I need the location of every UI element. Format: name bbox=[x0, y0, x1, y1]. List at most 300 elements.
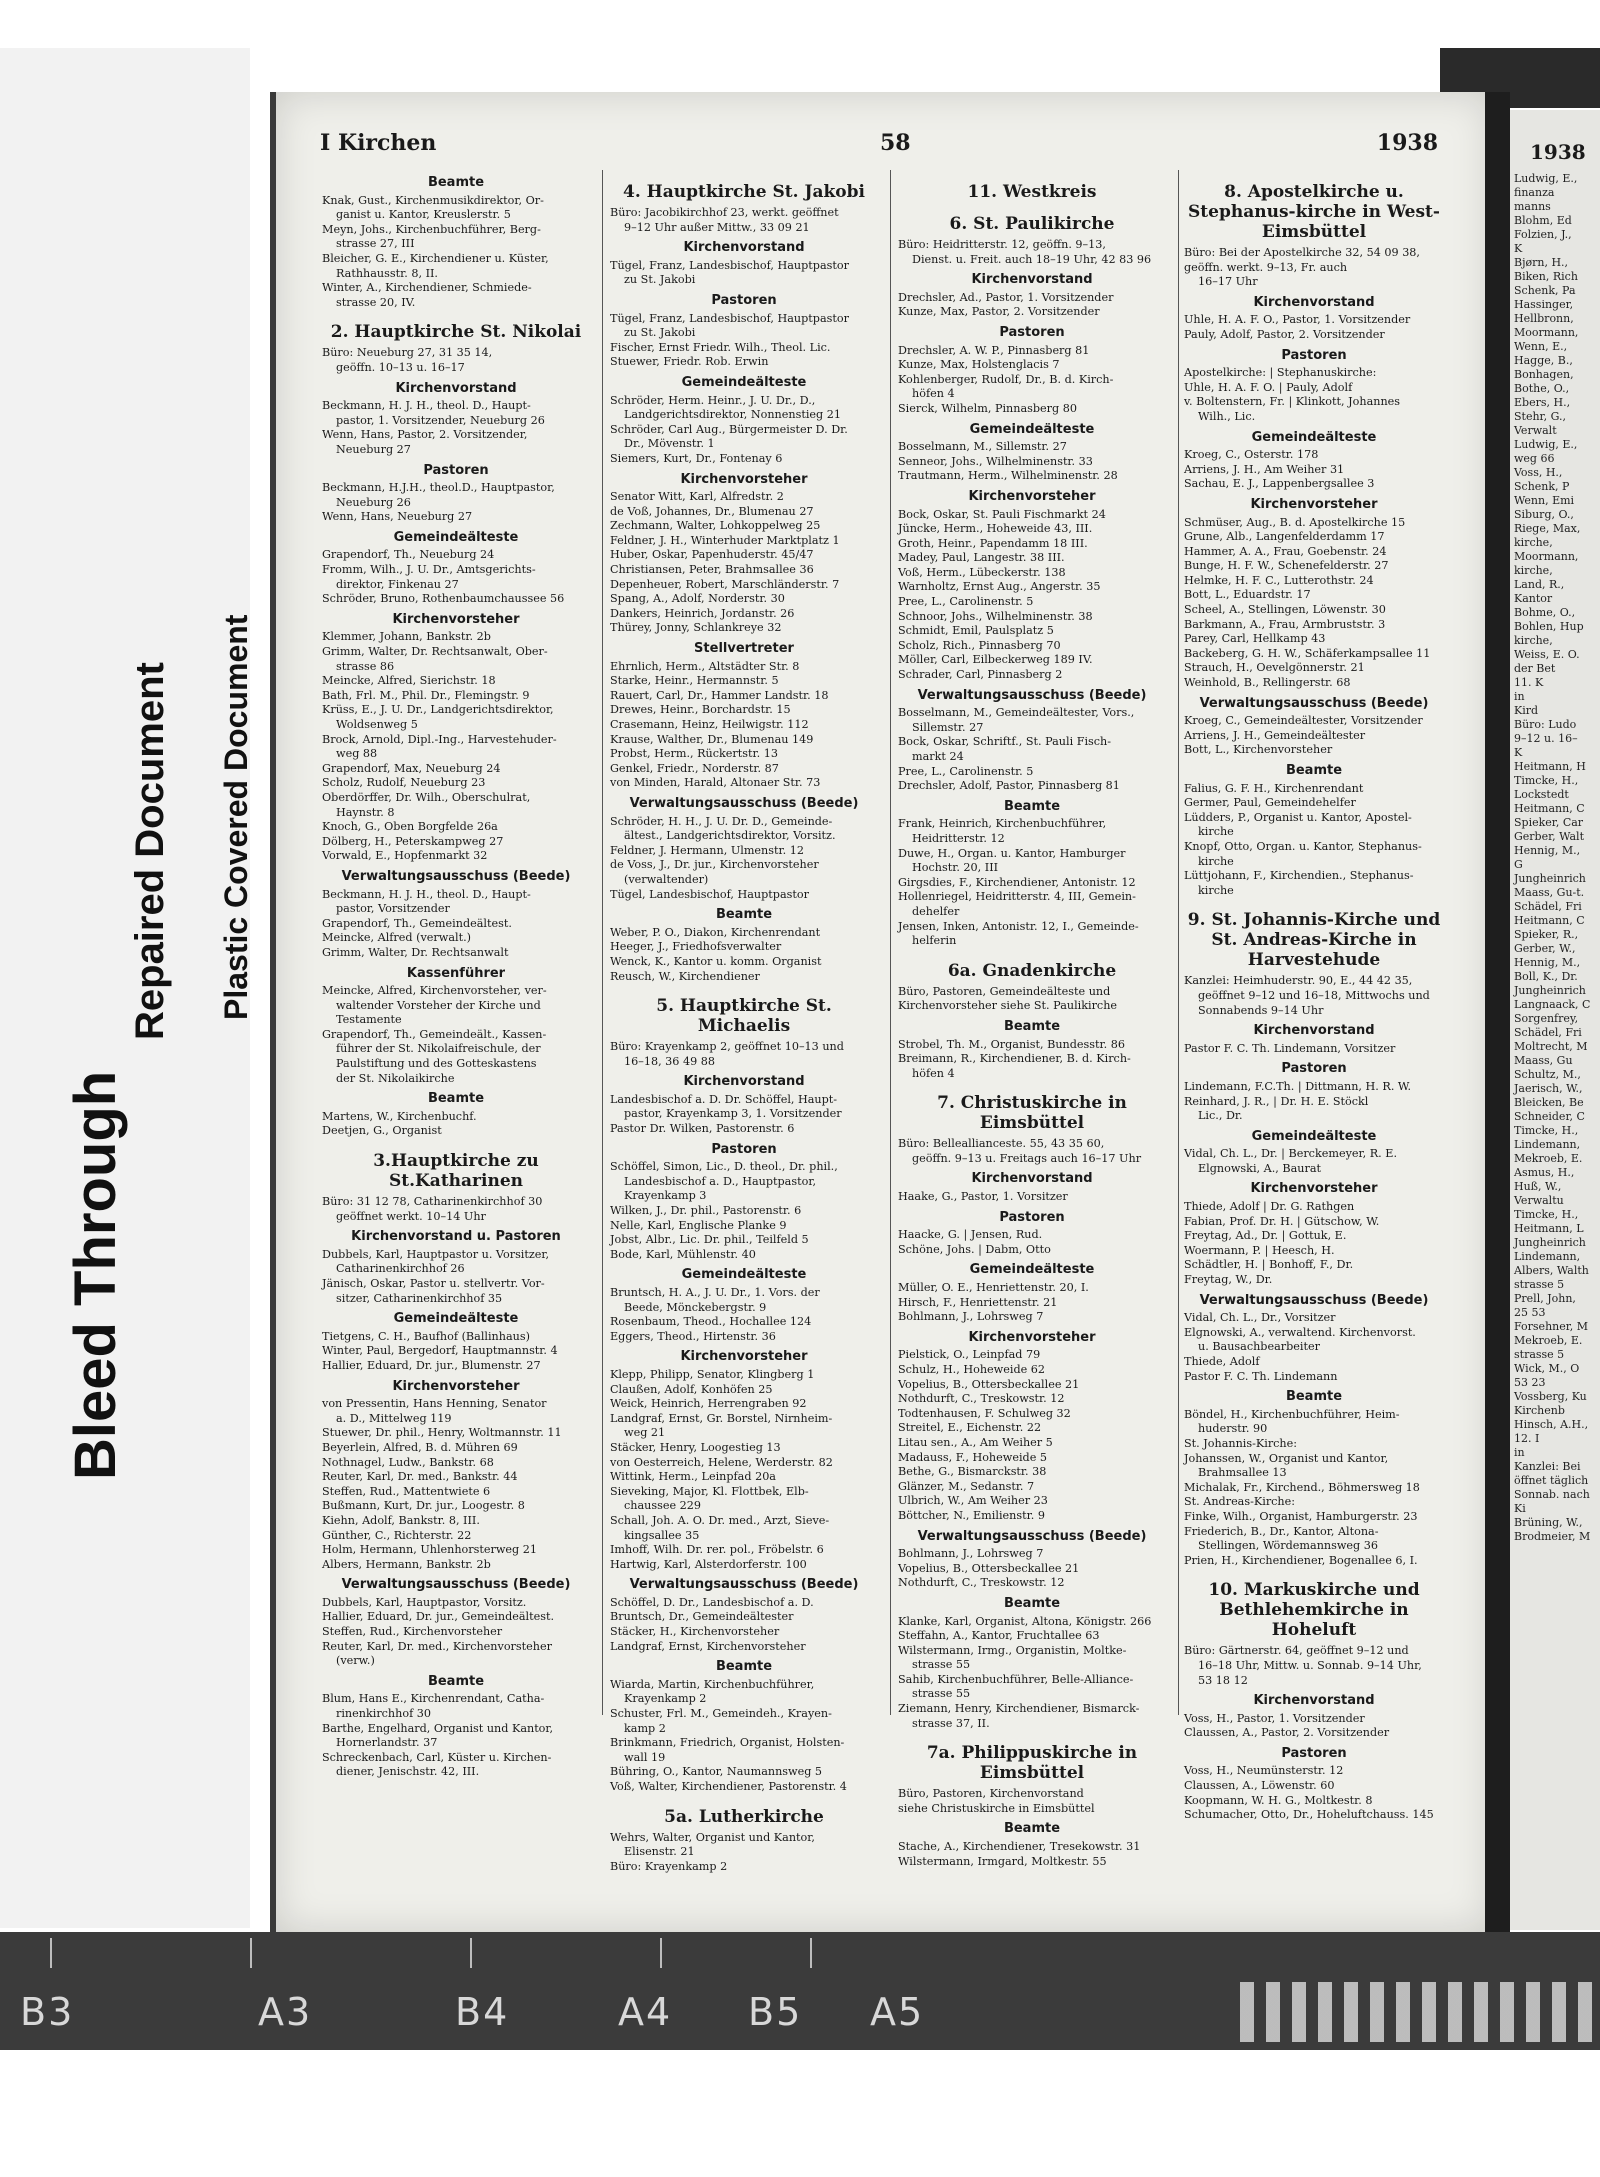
entry-line: Landesbischof a. D. Dr. Schöffel, Haupt- bbox=[610, 1092, 838, 1106]
entry-line: Hollenriegel, Heidritterstr. 4, III, Gemein- bbox=[898, 890, 1136, 904]
entry-line: von Minden, Harald, Altonaer Str. 73 bbox=[610, 776, 821, 790]
entry-line: Vidal, Ch. L., Dr., Vorsitzer bbox=[1184, 1311, 1336, 1325]
next-page-line: Boll, K., Dr. bbox=[1514, 970, 1578, 983]
next-page-line: Timcke, H., bbox=[1514, 774, 1579, 787]
next-page-line: Kird bbox=[1514, 704, 1539, 717]
section-heading: Beamte bbox=[427, 175, 485, 190]
entry-line: sitzer, Catharinenkirchhof 35 bbox=[336, 1291, 503, 1305]
entry-line: Beckmann, H. J. H., theol. D., Haupt- bbox=[322, 887, 531, 901]
entry-line: höfen 4 bbox=[912, 387, 955, 401]
entry-line: Hornerlandstr. 37 bbox=[336, 1736, 438, 1750]
strip-tick bbox=[660, 1938, 662, 1968]
entry-line: Hartwig, Karl, Alsterdorferstr. 100 bbox=[610, 1557, 807, 1571]
entry-line: Rosenbaum, Theod., Hochallee 124 bbox=[610, 1315, 812, 1329]
next-page-line: Heitmann, L bbox=[1514, 1222, 1584, 1235]
next-page-edge bbox=[1510, 110, 1600, 1930]
entry-line: strasse 55 bbox=[912, 1687, 971, 1701]
next-page-line: G bbox=[1514, 858, 1523, 871]
entry-line: Beckmann, H.J.H., theol.D., Hauptpastor, bbox=[322, 481, 555, 495]
entry-line: Jobst, Albr., Lic. Dr. phil., Teilfeld 5 bbox=[610, 1233, 809, 1247]
next-page-line: Hinsch, A.H., bbox=[1514, 1418, 1589, 1431]
entry-line: Vorwald, E., Hopfenmarkt 32 bbox=[322, 849, 488, 863]
entry-line: Genkel, Friedr., Norderstr. 87 bbox=[610, 761, 779, 775]
entry-line: Dr., Mövenstr. 1 bbox=[624, 437, 715, 451]
entry-line: Sillemstr. 27 bbox=[912, 720, 984, 734]
page-header bbox=[320, 124, 1438, 164]
entry-line: Bath, Frl. M., Phil. Dr., Flemingstr. 9 bbox=[322, 688, 530, 702]
entry-line: Litau sen., A., Am Weiher 5 bbox=[898, 1435, 1053, 1449]
entry-line: kirche bbox=[1198, 825, 1234, 839]
column-1 bbox=[322, 170, 590, 1780]
film-strip bbox=[0, 1932, 1600, 2050]
section-heading: Verwaltungsausschuss (Beede) bbox=[629, 795, 859, 811]
entry-line: Deetjen, G., Organist bbox=[322, 1124, 442, 1138]
entry-line: Nothnagel, Ludw., Bankstr. 68 bbox=[322, 1455, 494, 1469]
next-page-line: Ki bbox=[1514, 1502, 1526, 1515]
entry-line: de Voß, Johannes, Dr., Blumenau 27 bbox=[610, 504, 814, 518]
next-page-line: Verwalt bbox=[1514, 424, 1557, 437]
entry-line: Pastor Dr. Wilken, Pastorenstr. 6 bbox=[610, 1122, 795, 1136]
entry-line: Haake, G., Pastor, 1. Vorsitzer bbox=[898, 1190, 1068, 1204]
church-heading: 9. St. Johannis-Kirche und St. Andreas-Kirche in Harvestehude bbox=[1187, 910, 1441, 971]
entry-line: Groth, Heinr., Papendamm 18 III. bbox=[898, 536, 1088, 550]
entry-line: rinenkirchhof 30 bbox=[336, 1707, 432, 1721]
entry-line: diener, Jenischstr. 42, III. bbox=[336, 1765, 480, 1779]
entry-line: Elgnowski, A., verwaltend. Kirchenvorst. bbox=[1184, 1325, 1416, 1339]
entry-line: Tügel, Franz, Landesbischof, Hauptpastor bbox=[610, 258, 849, 272]
entry-line: Eggers, Theod., Hirtenstr. 36 bbox=[610, 1329, 776, 1343]
entry-line: Pastor F. C. Th. Lindemann, Vorsitzer bbox=[1184, 1041, 1396, 1055]
entry-line: Sieveking, Major, Kl. Flottbek, Elb- bbox=[610, 1484, 809, 1498]
entry-line: Warnholtz, Ernst Aug., Angerstr. 35 bbox=[898, 580, 1101, 594]
entry-line: Holm, Hermann, Uhlenhorsterweg 21 bbox=[322, 1543, 537, 1557]
next-page-line: Brodmeier, M bbox=[1514, 1530, 1591, 1543]
next-page-line: Schenk, P bbox=[1514, 480, 1570, 493]
section-heading: Beamte bbox=[427, 1091, 485, 1107]
entry-line: Büro: Bei der Apostelkirche 32, 54 09 38, geöffn. werkt. 9–13, Fr. auch bbox=[1184, 246, 1420, 274]
entry-line: Wiarda, Martin, Kirchenbuchführer, bbox=[610, 1677, 815, 1691]
entry-line: Bott, L., Kirchenvorsteher bbox=[1184, 743, 1333, 757]
entry-line: Imhoff, Wilh. Dr. rer. pol., Fröbelstr. 6 bbox=[610, 1543, 824, 1557]
entry-line: zu St. Jakobi bbox=[624, 273, 696, 287]
entry-line: Stäcker, Henry, Loogestieg 13 bbox=[610, 1440, 781, 1454]
entry-line: Schreckenbach, Carl, Küster u. Kirchen- bbox=[322, 1750, 552, 1764]
entry-line: Klanke, Karl, Organist, Altona, Königstr. 266 bbox=[898, 1614, 1152, 1628]
strip-label: B4 bbox=[455, 1990, 510, 2034]
section-heading: Kirchenvorstand bbox=[1253, 1693, 1375, 1709]
entry-line: Voss, H., Neumünsterstr. 12 bbox=[1184, 1764, 1344, 1778]
repaired-document-label: Repaired Document bbox=[128, 662, 172, 1040]
next-page-line: Stehr, G., bbox=[1514, 410, 1566, 423]
top-margin bbox=[0, 0, 1600, 48]
entry-line: Spang, A., Adolf, Norderstr. 30 bbox=[610, 592, 785, 606]
next-page-line: manns bbox=[1514, 200, 1551, 213]
entry-line: Bott, L., Eduardstr. 17 bbox=[1184, 588, 1311, 602]
entry-line: Möller, Carl, Eilbeckerweg 189 IV. bbox=[898, 653, 1093, 667]
entry-line: Günther, C., Richterstr. 22 bbox=[322, 1528, 472, 1542]
entry-line: Stellingen, Wördemannsweg 36 bbox=[1198, 1539, 1379, 1553]
next-page-line: Ludwig, E., bbox=[1514, 172, 1578, 185]
entry-line: Senator Witt, Karl, Alfredstr. 2 bbox=[610, 490, 784, 504]
next-page-line: Ebers, H., bbox=[1514, 396, 1571, 409]
entry-line: Tügel, Franz, Landesbischof, Hauptpastor bbox=[610, 311, 849, 325]
next-page-line: Moormann, bbox=[1514, 326, 1579, 339]
entry-line: Ulbrich, W., Am Weiher 23 bbox=[898, 1494, 1048, 1508]
entry-line: Strauch, H., Oevelgönnerstr. 21 bbox=[1184, 661, 1365, 675]
next-page-line: Blohm, Ed bbox=[1514, 214, 1572, 227]
entry-line: Stuewer, Dr. phil., Henry, Woltmannstr. 11 bbox=[322, 1426, 562, 1440]
entry-line: Todtenhausen, F. Schulweg 32 bbox=[898, 1406, 1071, 1420]
next-page-line: 25 53 bbox=[1514, 1306, 1546, 1319]
entry-line: Arriens, J. H., Am Weiher 31 bbox=[1184, 462, 1345, 476]
next-page-line: Mekroeb, E. bbox=[1514, 1152, 1583, 1165]
entry-line: Vopelius, B., Ottersbeckallee 21 bbox=[898, 1377, 1080, 1391]
entry-line: von Oesterreich, Helene, Werderstr. 82 bbox=[610, 1455, 833, 1469]
entry-line: Brock, Arnold, Dipl.-Ing., Harvestehuder- bbox=[322, 732, 557, 746]
entry-line: Brahmsallee 13 bbox=[1198, 1466, 1287, 1480]
entry-line: 16–18, 36 49 88 bbox=[624, 1054, 715, 1068]
entry-line: Apostelkirche: | Stephanuskirche: bbox=[1184, 366, 1377, 380]
entry-line: Woermann, P. | Heesch, H. bbox=[1184, 1243, 1335, 1257]
church-heading: 7. Christuskirche in Eimsbüttel bbox=[937, 1093, 1127, 1134]
entry-line: Vopelius, B., Ottersbeckallee 21 bbox=[898, 1561, 1080, 1575]
next-page-line: Moltrecht, M bbox=[1514, 1040, 1588, 1053]
section-heading: Pastoren bbox=[999, 1209, 1065, 1225]
next-page-line: der Bet bbox=[1514, 662, 1556, 675]
entry-line: Elisenstr. 21 bbox=[624, 1845, 695, 1859]
strip-label: A5 bbox=[870, 1990, 925, 2034]
entry-line: Siemers, Kurt, Dr., Fontenay 6 bbox=[610, 451, 783, 465]
entry-line: Drechsler, Adolf, Pastor, Pinnasberg 81 bbox=[898, 779, 1120, 793]
entry-line: Neueburg 26 bbox=[336, 495, 411, 509]
entry-line: Freytag, W., Dr. bbox=[1184, 1273, 1273, 1287]
next-page-line: kirche, bbox=[1514, 536, 1553, 549]
next-page-line: Biken, Rich bbox=[1514, 270, 1578, 283]
next-page-line: Moormann, bbox=[1514, 550, 1579, 563]
entry-line: Breimann, R., Kirchendiener, B. d. Kirch- bbox=[898, 1052, 1131, 1066]
next-page-line: 12. I bbox=[1514, 1432, 1540, 1445]
section-heading: Gemeindeälteste bbox=[969, 1262, 1095, 1278]
entry-line: Trautmann, Herm., Wilhelminenstr. 28 bbox=[898, 469, 1118, 483]
next-page-line: Schädel, Fri bbox=[1514, 1026, 1582, 1039]
next-page-line: Bjørn, H., bbox=[1514, 256, 1569, 269]
entry-line: zu St. Jakobi bbox=[624, 326, 696, 340]
church-heading: 6a. Gnadenkirche bbox=[947, 960, 1117, 981]
entry-line: Knak, Gust., Kirchenmusikdirektor, Or- bbox=[322, 193, 544, 207]
entry-line: Catharinenkirchhof 26 bbox=[336, 1262, 465, 1276]
entry-line: Jensen, Inken, Antonistr. 12, I., Gemeinde- bbox=[898, 919, 1139, 933]
entry-line: Hirsch, F., Henriettenstr. 21 bbox=[898, 1295, 1058, 1309]
entry-line: Grapendorf, Th., Gemeindeält., Kassen- bbox=[322, 1027, 547, 1041]
entry-line: Nelle, Karl, Englische Planke 9 bbox=[610, 1218, 787, 1232]
section-heading: Gemeindeälteste bbox=[969, 421, 1095, 437]
section-heading: Kirchenvorsteher bbox=[968, 488, 1096, 504]
entry-line: Wilh., Lic. bbox=[1198, 409, 1256, 423]
section-heading: Beamte bbox=[1003, 798, 1061, 814]
strip-tick bbox=[50, 1938, 52, 1968]
entry-line: Müller, O. E., Henriettenstr. 20, I. bbox=[898, 1281, 1089, 1295]
entry-line: Hammer, A. A., Frau, Goebenstr. 24 bbox=[1184, 544, 1387, 558]
entry-line: geöffnet werkt. 10–14 Uhr bbox=[336, 1209, 486, 1223]
entry-line: Wenn, Hans, Pastor, 2. Vorsitzender, bbox=[322, 428, 528, 442]
entry-line: Pauly, Adolf, Pastor, 2. Vorsitzender bbox=[1184, 327, 1385, 341]
next-page-line: Prell, John, bbox=[1514, 1292, 1576, 1305]
entry-line: Schröder, Herm. Heinr., J. U. Dr., D., bbox=[610, 393, 816, 407]
entry-line: Steffen, Rud., Kirchenvorsteher bbox=[322, 1625, 503, 1639]
entry-line: kirche bbox=[1198, 854, 1234, 868]
entry-line: Haynstr. 8 bbox=[336, 805, 395, 819]
entry-line: kingsallee 35 bbox=[624, 1528, 700, 1542]
entry-line: Schrader, Carl, Pinnasberg 2 bbox=[898, 668, 1063, 682]
entry-line: Bunge, H. F. W., Schenefelderstr. 27 bbox=[1184, 559, 1389, 573]
section-heading: Kirchenvorstand bbox=[1253, 1023, 1375, 1039]
header-section-title: I Kirchen bbox=[320, 130, 437, 156]
next-page-line: Vossberg, Ku bbox=[1514, 1390, 1587, 1403]
column-2 bbox=[610, 170, 878, 1874]
entry-line: Brinkmann, Friedrich, Organist, Holsten- bbox=[610, 1736, 845, 1750]
entry-line: pastor, Vorsitzender bbox=[336, 902, 450, 916]
next-page-line: Schultz, M., bbox=[1514, 1068, 1581, 1081]
section-heading: Beamte bbox=[715, 907, 773, 923]
entry-line: Blum, Hans E., Kirchenrendant, Catha- bbox=[322, 1692, 545, 1706]
entry-line: Hochstr. 20, III bbox=[912, 861, 999, 875]
entry-line: Schöffel, Simon, Lic., D. theol., Dr. phil., bbox=[610, 1160, 838, 1174]
entry-line: Jüncke, Herm., Hoheweide 43, III. bbox=[898, 522, 1093, 536]
entry-line: Krause, Walther, Dr., Blumenau 149 bbox=[610, 732, 814, 746]
entry-line: Germer, Paul, Gemeindehelfer bbox=[1184, 796, 1356, 810]
entry-line: huderstr. 90 bbox=[1198, 1422, 1268, 1436]
entry-line: höfen 4 bbox=[912, 1066, 955, 1080]
entry-line: geöffn. 9–13 u. Freitags auch 16–17 Uhr bbox=[912, 1151, 1142, 1165]
next-page-line: Wenn, E., bbox=[1514, 340, 1568, 353]
entry-line: Bühring, O., Kantor, Naumannsweg 5 bbox=[610, 1765, 823, 1779]
entry-line: Bosselmann, M., Gemeindeältester, Vors., bbox=[898, 706, 1135, 720]
entry-line: der St. Nikolaikirche bbox=[336, 1071, 455, 1085]
entry-line: Weinhold, B., Rellingerstr. 68 bbox=[1184, 676, 1351, 690]
entry-line: Steffen, Rud., Mattentwiete 6 bbox=[322, 1484, 491, 1498]
entry-line: Wenn, Hans, Neueburg 27 bbox=[322, 510, 473, 524]
entry-line: Fischer, Ernst Friedr. Wilh., Theol. Lic. bbox=[610, 340, 831, 354]
bleed-through-label: Bleed Through bbox=[63, 1070, 128, 1480]
entry-line: strasse 86 bbox=[336, 659, 395, 673]
next-page-line: Spieker, R., bbox=[1514, 928, 1579, 941]
next-page-line: Maass, Gu-t. bbox=[1514, 886, 1585, 899]
next-page-line: Hennig, M., bbox=[1514, 956, 1581, 969]
entry-line: pastor, Krayenkamp 3, 1. Vorsitzender bbox=[624, 1107, 842, 1121]
entry-line: Schädtler, H. | Bonhoff, F., Dr. bbox=[1184, 1258, 1354, 1272]
entry-line: Bock, Oskar, Schriftf., St. Pauli Fisch- bbox=[898, 735, 1112, 749]
next-page-line: Verwaltu bbox=[1514, 1194, 1564, 1207]
section-heading: Beamte bbox=[1003, 1018, 1061, 1034]
next-page-line: Bothe, O., bbox=[1514, 382, 1570, 395]
next-page-line: Schneider, C bbox=[1514, 1110, 1585, 1123]
next-page-line: Brüning, W., bbox=[1514, 1516, 1583, 1529]
entry-line: Zechmann, Walter, Lohkoppelweg 25 bbox=[610, 519, 821, 533]
entry-line: Madey, Paul, Langestr. 38 III. bbox=[898, 551, 1065, 565]
strip-label: A3 bbox=[258, 1990, 313, 2034]
entry-line: Uhle, H. A. F. O., Pastor, 1. Vorsitzender bbox=[1184, 313, 1411, 327]
entry-line: Uhle, H. A. F. O. | Pauly, Adolf bbox=[1184, 380, 1353, 394]
entry-line: Feldner, J. Hermann, Ulmenstr. 12 bbox=[610, 843, 804, 857]
entry-line: Michalak, Fr., Kirchend., Böhmersweg 18 bbox=[1184, 1480, 1420, 1494]
entry-line: Grapendorf, Th., Gemeindeältest. bbox=[322, 916, 512, 930]
section-heading: Kirchenvorstand bbox=[971, 272, 1093, 288]
next-page-line: öffnet täglich bbox=[1514, 1474, 1589, 1487]
entry-line: Büro: Belleallianceste. 55, 43 35 60, bbox=[898, 1137, 1105, 1151]
strip-label: B5 bbox=[748, 1990, 803, 2034]
entry-line: Sachau, E. J., Lappenbergsallee 3 bbox=[1184, 477, 1375, 491]
entry-line: Drechsler, A. W. P., Pinnasberg 81 bbox=[898, 343, 1090, 357]
next-page-line: Bohlen, Hup bbox=[1514, 620, 1584, 633]
entry-line: Sahib, Kirchenbuchführer, Belle-Alliance- bbox=[898, 1672, 1134, 1686]
entry-line: Johanssen, W., Organist und Kantor, bbox=[1184, 1451, 1389, 1465]
next-page-line: weg 66 bbox=[1514, 452, 1555, 465]
entry-line: von Pressentin, Hans Henning, Senator bbox=[322, 1397, 547, 1411]
entry-line: Claussen, A., Pastor, 2. Vorsitzender bbox=[1184, 1726, 1390, 1740]
entry-line: Knopf, Otto, Organ. u. Kantor, Stephanus- bbox=[1184, 839, 1422, 853]
strip-tick bbox=[470, 1938, 472, 1968]
entry-line: Freytag, Ad., Dr. | Gottuk, E. bbox=[1184, 1229, 1347, 1243]
entry-line: Dölberg, H., Peterskampweg 27 bbox=[322, 834, 504, 848]
entry-line: Büro: Gärtnerstr. 64, geöffnet 9–12 und bbox=[1184, 1644, 1409, 1658]
entry-line: wall 19 bbox=[624, 1750, 666, 1764]
entry-line: Pastor F. C. Th. Lindemann bbox=[1184, 1369, 1338, 1383]
next-page-line: Land, R., bbox=[1514, 578, 1565, 591]
next-page-line: Spieker, Car bbox=[1514, 816, 1584, 829]
entry-line: Paulstiftung und des Gotteskastens bbox=[336, 1057, 537, 1071]
church-heading: 10. Markuskirche und Bethlehemkirche in Hoheluft bbox=[1208, 1580, 1420, 1641]
entry-line: Kroeg, C., Gemeindeältester, Vorsitzender bbox=[1184, 714, 1423, 728]
entry-line: Hallier, Eduard, Dr. jur., Blumenstr. 27 bbox=[322, 1358, 541, 1372]
next-page-line: Hagge, B., bbox=[1514, 354, 1573, 367]
entry-line: Büro: Krayenkamp 2, geöffnet 10–13 und bbox=[610, 1040, 844, 1054]
next-page-line: K bbox=[1514, 242, 1523, 255]
entry-line: Scholz, Rudolf, Neueburg 23 bbox=[322, 776, 486, 790]
entry-line: Pielstick, O., Leinpfad 79 bbox=[898, 1348, 1041, 1362]
next-page-line: Sonnab. nach bbox=[1514, 1488, 1590, 1501]
entry-line: Albers, Hermann, Bankstr. 2b bbox=[322, 1557, 491, 1571]
entry-line: Prien, H., Kirchendiener, Bogenallee 6, I. bbox=[1184, 1553, 1418, 1567]
section-heading: Kirchenvorsteher bbox=[392, 611, 520, 627]
next-page-line: Huß, W., bbox=[1514, 1180, 1562, 1193]
entry-line: Neueburg 27 bbox=[336, 442, 411, 456]
entry-line: Jänisch, Oskar, Pastor u. stellvertr. Vor- bbox=[322, 1277, 545, 1290]
entry-line: Wenck, K., Kantor u. komm. Organist bbox=[610, 954, 822, 968]
entry-line: markt 24 bbox=[912, 750, 964, 763]
entry-line: Schröder, Bruno, Rothenbaumchaussee 56 bbox=[322, 592, 565, 606]
entry-line: Kirchenvorsteher siehe St. Paulikirche bbox=[898, 999, 1118, 1013]
entry-line: Koopmann, W. H. G., Moltkestr. 8 bbox=[1184, 1793, 1373, 1807]
entry-line: Lüdders, P., Organist u. Kantor, Apostel- bbox=[1184, 810, 1412, 824]
entry-line: Meyn, Johs., Kirchenbuchführer, Berg- bbox=[322, 222, 541, 236]
entry-line: Reusch, W., Kirchendiener bbox=[610, 969, 760, 983]
section-heading: Kirchenvorsteher bbox=[680, 471, 808, 487]
section-heading: Verwaltungsausschuss (Beede) bbox=[341, 1577, 571, 1593]
next-page-line: Voss, H., bbox=[1514, 466, 1563, 479]
section-heading: Verwaltungsausschuss (Beede) bbox=[917, 1528, 1147, 1544]
entry-line: Depenheuer, Robert, Marschländerstr. 7 bbox=[610, 577, 840, 591]
entry-line: Bruntsch, Dr., Gemeindeältester bbox=[610, 1610, 794, 1624]
next-page-line: finanza bbox=[1514, 186, 1555, 199]
entry-line: Schnoor, Johs., Wilhelminenstr. 38 bbox=[898, 609, 1093, 623]
entry-line: Fromm, Wilh., J. U. Dr., Amtsgerichts- bbox=[322, 563, 536, 577]
entry-line: Bohlmann, J., Lohrsweg 7 bbox=[898, 1310, 1044, 1324]
header-year: 1938 bbox=[1376, 130, 1438, 156]
entry-line: 53 18 12 bbox=[1198, 1673, 1248, 1687]
entry-line: kamp 2 bbox=[624, 1721, 666, 1735]
next-page-line: Jungheinrich bbox=[1514, 984, 1586, 997]
entry-line: Kunze, Max, Pastor, 2. Vorsitzender bbox=[898, 305, 1100, 319]
entry-line: Bußmann, Kurt, Dr. jur., Loogestr. 8 bbox=[322, 1499, 525, 1513]
column-divider bbox=[890, 170, 891, 1715]
entry-line: Bode, Karl, Mühlenstr. 40 bbox=[610, 1247, 756, 1261]
next-page-line: Forsehner, M bbox=[1514, 1320, 1589, 1333]
strip-tick bbox=[810, 1938, 812, 1968]
entry-line: Streitel, E., Eichenstr. 22 bbox=[898, 1421, 1042, 1435]
entry-line: Kohlenberger, Rudolf, Dr., B. d. Kirch- bbox=[898, 372, 1114, 386]
entry-line: Schuster, Frl. M., Gemeindeh., Krayen- bbox=[610, 1707, 832, 1721]
entry-line: weg 88 bbox=[336, 747, 378, 761]
entry-line: Schmüser, Aug., B. d. Apostelkirche 15 bbox=[1184, 515, 1406, 529]
entry-line: Friederich, B., Dr., Kantor, Altona- bbox=[1184, 1524, 1379, 1538]
entry-line: Kanzlei: Heimhuderstr. 90, E., 44 42 35, bbox=[1184, 974, 1413, 988]
next-page-line: Heitmann, H bbox=[1514, 760, 1586, 773]
strip-label: A4 bbox=[618, 1990, 673, 2034]
entry-line: Krüss, E., J. U. Dr., Landgerichtsdirektor, bbox=[322, 703, 554, 717]
entry-line: v. Boltenstern, Fr. | Klinkott, Johannes bbox=[1184, 395, 1401, 409]
entry-line: Martens, W., Kirchenbuchf. bbox=[322, 1109, 477, 1123]
section-heading: Beamte bbox=[1285, 1389, 1343, 1405]
entry-line: Strobel, Th. M., Organist, Bundesstr. 86 bbox=[898, 1037, 1125, 1051]
church-heading: 5a. Lutherkirche bbox=[664, 1806, 824, 1827]
entry-line: Büro: Krayenkamp 2 bbox=[610, 1859, 728, 1873]
entry-line: Ehrnlich, Herm., Altstädter Str. 8 bbox=[610, 659, 800, 673]
next-page-line: K bbox=[1514, 746, 1523, 759]
next-page-line: Bleicken, Be bbox=[1514, 1096, 1584, 1109]
column-4 bbox=[1184, 170, 1444, 1823]
next-page-line: kirche, bbox=[1514, 634, 1553, 647]
strip-tick bbox=[250, 1938, 252, 1968]
entry-line: Schulz, H., Hoheweide 62 bbox=[898, 1363, 1046, 1376]
section-heading: Beamte bbox=[1003, 1821, 1061, 1837]
section-heading: Beamte bbox=[427, 1673, 485, 1689]
entry-line: Grune, Alb., Langenfelderdamm 17 bbox=[1184, 530, 1385, 544]
entry-line: Finke, Wilh., Organist, Hamburgerstr. 23 bbox=[1184, 1509, 1418, 1523]
entry-line: Starke, Heinr., Hermannstr. 5 bbox=[610, 674, 779, 688]
entry-line: Senneor, Johs., Wilhelminenstr. 33 bbox=[898, 454, 1093, 468]
entry-line: Haacke, G. | Jensen, Rud. bbox=[898, 1228, 1043, 1242]
entry-line: Thiede, Adolf | Dr. G. Rathgen bbox=[1184, 1200, 1355, 1214]
entry-line: Drechsler, Ad., Pastor, 1. Vorsitzender bbox=[898, 290, 1114, 304]
entry-line: (verwaltender) bbox=[624, 872, 709, 886]
entry-line: Girgsdies, F., Kirchendiener, Antonistr. 12 bbox=[898, 875, 1136, 889]
next-page-line: Hennig, M., bbox=[1514, 844, 1581, 857]
next-page-lines bbox=[1510, 172, 1600, 1544]
entry-line: Schumacher, Otto, Dr., Hoheluftchauss. 145 bbox=[1184, 1808, 1434, 1822]
next-page-line: Mekroeb, E. bbox=[1514, 1334, 1583, 1347]
next-page-line: Timcke, H., bbox=[1514, 1208, 1579, 1221]
church-heading: 11. Westkreis bbox=[967, 182, 1097, 202]
entry-line: Reuter, Karl, Dr. med., Kirchenvorsteher bbox=[322, 1639, 552, 1653]
next-page-line: Langnaack, C bbox=[1514, 998, 1591, 1011]
entry-line: Beckmann, H. J. H., theol. D., Haupt- bbox=[322, 399, 531, 413]
entry-line: Dienst. u. Freit. auch 18–19 Uhr, 42 83 96 bbox=[912, 252, 1152, 266]
section-heading: Stellvertreter bbox=[694, 641, 794, 657]
entry-line: Böndel, H., Kirchenbuchführer, Heim- bbox=[1184, 1407, 1400, 1421]
church-heading: 7a. Philippuskirche in Eimsbüttel bbox=[926, 1743, 1138, 1784]
entry-line: Büro: 31 12 78, Catharinenkirchhof 30 bbox=[322, 1195, 543, 1209]
next-page-line: Lindemann, bbox=[1514, 1250, 1581, 1263]
